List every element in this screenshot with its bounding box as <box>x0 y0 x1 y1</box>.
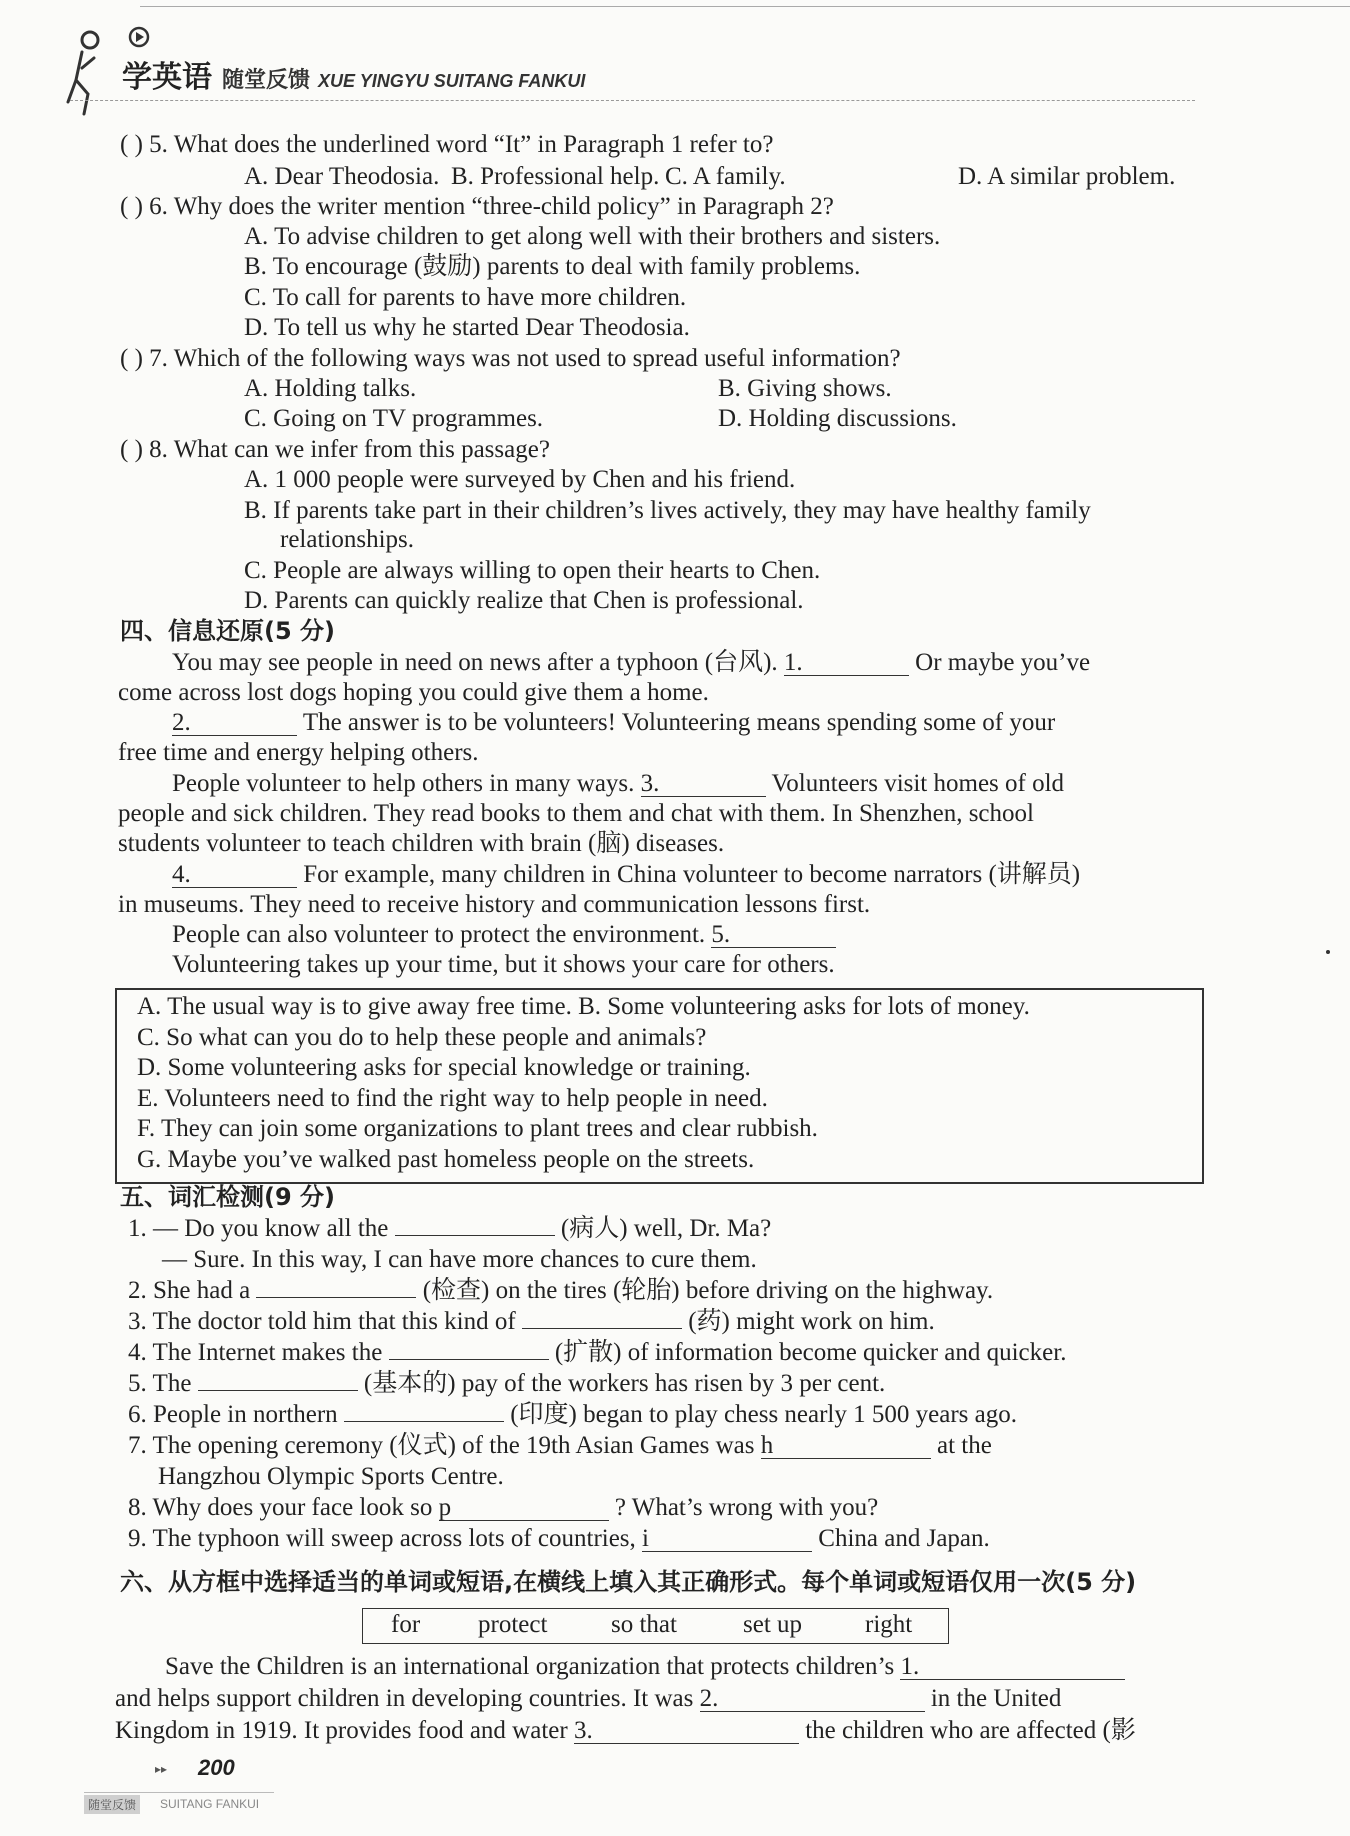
s5-item-7: 7. The opening ceremony (仪式) of the 19th Asian Games was h at the <box>128 1432 992 1459</box>
s4-paragraph-3: People volunteer to help others in many ways. 3. Volunteers visit homes of old <box>172 770 1065 797</box>
s5-item-8: 8. Why does your face look so p ? What’s wrong with you? <box>128 1494 879 1521</box>
s4-blank-2[interactable]: 2. <box>172 711 297 736</box>
s6-paragraph-1: Save the Children is an international organization that protects children’s 1. <box>165 1652 1125 1682</box>
s5-blank-7[interactable]: h <box>761 1434 931 1459</box>
s5-blank-9[interactable]: i <box>642 1527 812 1552</box>
question-5: ( ) 5. What does the underlined word “It” in Paragraph 1 refer to? <box>120 131 774 158</box>
s5-item-1: 1. — Do you know all the (病人) well, Dr. Ma? <box>128 1215 772 1242</box>
q6-option-d: D. To tell us why he started Dear Theodosia. <box>244 314 690 341</box>
s4-paragraph-4: 4. For example, many children in China volunteer to become narrators (讲解员) <box>172 861 1081 888</box>
s6-paragraph-2: and helps support children in developing countries. It was 2. in the United <box>115 1685 1062 1712</box>
s4-option-d: D. Some volunteering asks for special knowledge or training. <box>137 1054 751 1081</box>
s5-item-6: 6. People in northern (印度) began to play chess nearly 1 500 years ago. <box>128 1401 1017 1428</box>
q7-option-a: A. Holding talks. <box>244 375 417 402</box>
s5-blank-8[interactable]: p <box>439 1496 609 1521</box>
s4-paragraph-1-cont: come across lost dogs hoping you could give them a home. <box>118 679 709 706</box>
s6-word-so-that: so that <box>611 1611 677 1638</box>
q5-option-a: A. Dear Theodosia. <box>244 163 440 190</box>
q8-option-a: A. 1 000 people were surveyed by Chen and his friend. <box>244 466 796 493</box>
s4-option-c: C. So what can you do to help these people and animals? <box>137 1024 707 1051</box>
q8-option-b-cont: relationships. <box>280 526 415 553</box>
s5-blank-1[interactable] <box>395 1235 555 1236</box>
footer-label-cn: 随堂反馈 <box>84 1795 140 1814</box>
page-number: 200 <box>198 1755 235 1780</box>
q5-option-c: C. A family. <box>665 163 786 190</box>
s6-word-set-up: set up <box>743 1611 803 1638</box>
s4-paragraph-2-cont: free time and energy helping others. <box>118 739 479 766</box>
s5-blank-5[interactable] <box>198 1390 358 1391</box>
q8-option-c: C. People are always willing to open their hearts to Chen. <box>244 557 821 584</box>
q6-option-b: B. To encourage (鼓励) parents to deal with family problems. <box>244 253 861 280</box>
s4-paragraph-6: Volunteering takes up your time, but it shows your care for others. <box>172 951 835 978</box>
s5-item-5: 5. The (基本的) pay of the workers has risen by 3 per cent. <box>128 1370 886 1397</box>
s6-blank-2[interactable]: 2. <box>700 1687 925 1712</box>
s5-blank-2[interactable] <box>256 1297 416 1298</box>
s5-blank-4[interactable] <box>389 1359 549 1360</box>
s4-paragraph-5: People can also volunteer to protect the environment. 5. <box>172 920 836 950</box>
s5-blank-3[interactable] <box>522 1328 682 1329</box>
s6-blank-3[interactable]: 3. <box>574 1719 799 1744</box>
s6-word-box <box>362 1608 949 1644</box>
s5-item-3: 3. The doctor told him that this kind of (药) might work on him. <box>128 1308 935 1335</box>
s4-options-box <box>115 988 1204 1184</box>
s4-blank-3[interactable]: 3. <box>641 772 766 797</box>
play-icon <box>128 26 150 48</box>
top-rule <box>140 6 1350 7</box>
header-logo <box>122 52 585 96</box>
s5-item-1-reply: — Sure. In this way, I can have more chances to cure them. <box>162 1246 757 1273</box>
s6-blank-1[interactable]: 1. <box>900 1655 1125 1680</box>
q6-option-c: C. To call for parents to have more children. <box>244 284 687 311</box>
speck <box>1326 950 1330 954</box>
double-arrow-icon: ▸▸ <box>155 1762 168 1776</box>
s4-paragraph-2: 2. The answer is to be volunteers! Volunteering means spending some of your <box>172 709 1056 736</box>
q8-option-d: D. Parents can quickly realize that Chen is professional. <box>244 587 804 614</box>
s4-option-g: G. Maybe you’ve walked past homeless people on the streets. <box>137 1146 755 1173</box>
reader-figure-icon <box>64 28 114 118</box>
s4-option-f: F. They can join some organizations to plant trees and clear rubbish. <box>137 1115 818 1142</box>
header-title: 学英语 <box>122 60 212 95</box>
s6-word-right: right <box>865 1611 913 1638</box>
header-subtitle-en: XUE YINGYU SUITANG FANKUI <box>318 71 586 91</box>
s5-item-7-cont: Hangzhou Olympic Sports Centre. <box>158 1463 504 1490</box>
s5-item-4: 4. The Internet makes the (扩散) of information become quicker and quicker. <box>128 1339 1067 1366</box>
s4-option-e: E. Volunteers need to find the right way to help people in need. <box>137 1085 768 1112</box>
question-6: ( ) 6. Why does the writer mention “three-child policy” in Paragraph 2? <box>120 193 834 220</box>
footer-bar <box>84 1792 274 1813</box>
s5-item-2: 2. She had a (检查) on the tires (轮胎) before driving on the highway. <box>128 1277 994 1304</box>
s6-word-protect: protect <box>478 1611 548 1638</box>
q7-option-b: B. Giving shows. <box>718 375 892 402</box>
s4-paragraph-3-cont: people and sick children. They read books to them and chat with them. In Shenzhen, school <box>118 800 1034 827</box>
question-7: ( ) 7. Which of the following ways was not used to spread useful information? <box>120 345 901 372</box>
footer-label-en: SUITANG FANKUI <box>160 1797 260 1811</box>
s4-paragraph-3-end: students volunteer to teach children with brain (脑) diseases. <box>118 830 725 857</box>
q5-option-d: D. A similar problem. <box>958 163 1176 190</box>
s5-blank-6[interactable] <box>344 1421 504 1422</box>
question-8: ( ) 8. What can we infer from this passage? <box>120 436 550 463</box>
s6-paragraph-3: Kingdom in 1919. It provides food and water 3. the children who are affected (影 <box>115 1717 1136 1744</box>
s5-item-9: 9. The typhoon will sweep across lots of countries, i China and Japan. <box>128 1525 990 1552</box>
q5-option-b: B. Professional help. <box>451 163 660 190</box>
s4-blank-1[interactable]: 1. <box>784 651 909 676</box>
s4-option-ab: A. The usual way is to give away free time. B. Some volunteering asks for lots of money. <box>137 993 1030 1020</box>
header-subtitle-cn: 随堂反馈 <box>222 68 311 93</box>
q6-option-a: A. To advise children to get along well with their brothers and sisters. <box>244 223 941 250</box>
section-5-heading: 五、词汇检测(9 分) <box>120 1183 335 1211</box>
section-4-heading: 四、信息还原(5 分) <box>120 617 335 645</box>
header-divider <box>70 100 1195 101</box>
section-6-heading: 六、从方框中选择适当的单词或短语,在横线上填入其正确形式。每个单词或短语仅用一次(5 分) <box>120 1568 1137 1596</box>
s4-blank-4[interactable]: 4. <box>172 863 297 888</box>
s4-blank-5[interactable]: 5. <box>711 923 836 948</box>
s4-paragraph-4-cont: in museums. They need to receive history and communication lessons first. <box>118 891 871 918</box>
q8-option-b: B. If parents take part in their children’s lives actively, they may have healthy family <box>244 497 1091 524</box>
s4-paragraph-1: You may see people in need on news after a typhoon (台风). 1. Or maybe you’ve <box>172 649 1091 676</box>
q7-option-c: C. Going on TV programmes. <box>244 405 544 432</box>
s6-word-for: for <box>391 1611 421 1638</box>
q7-option-d: D. Holding discussions. <box>718 405 957 432</box>
